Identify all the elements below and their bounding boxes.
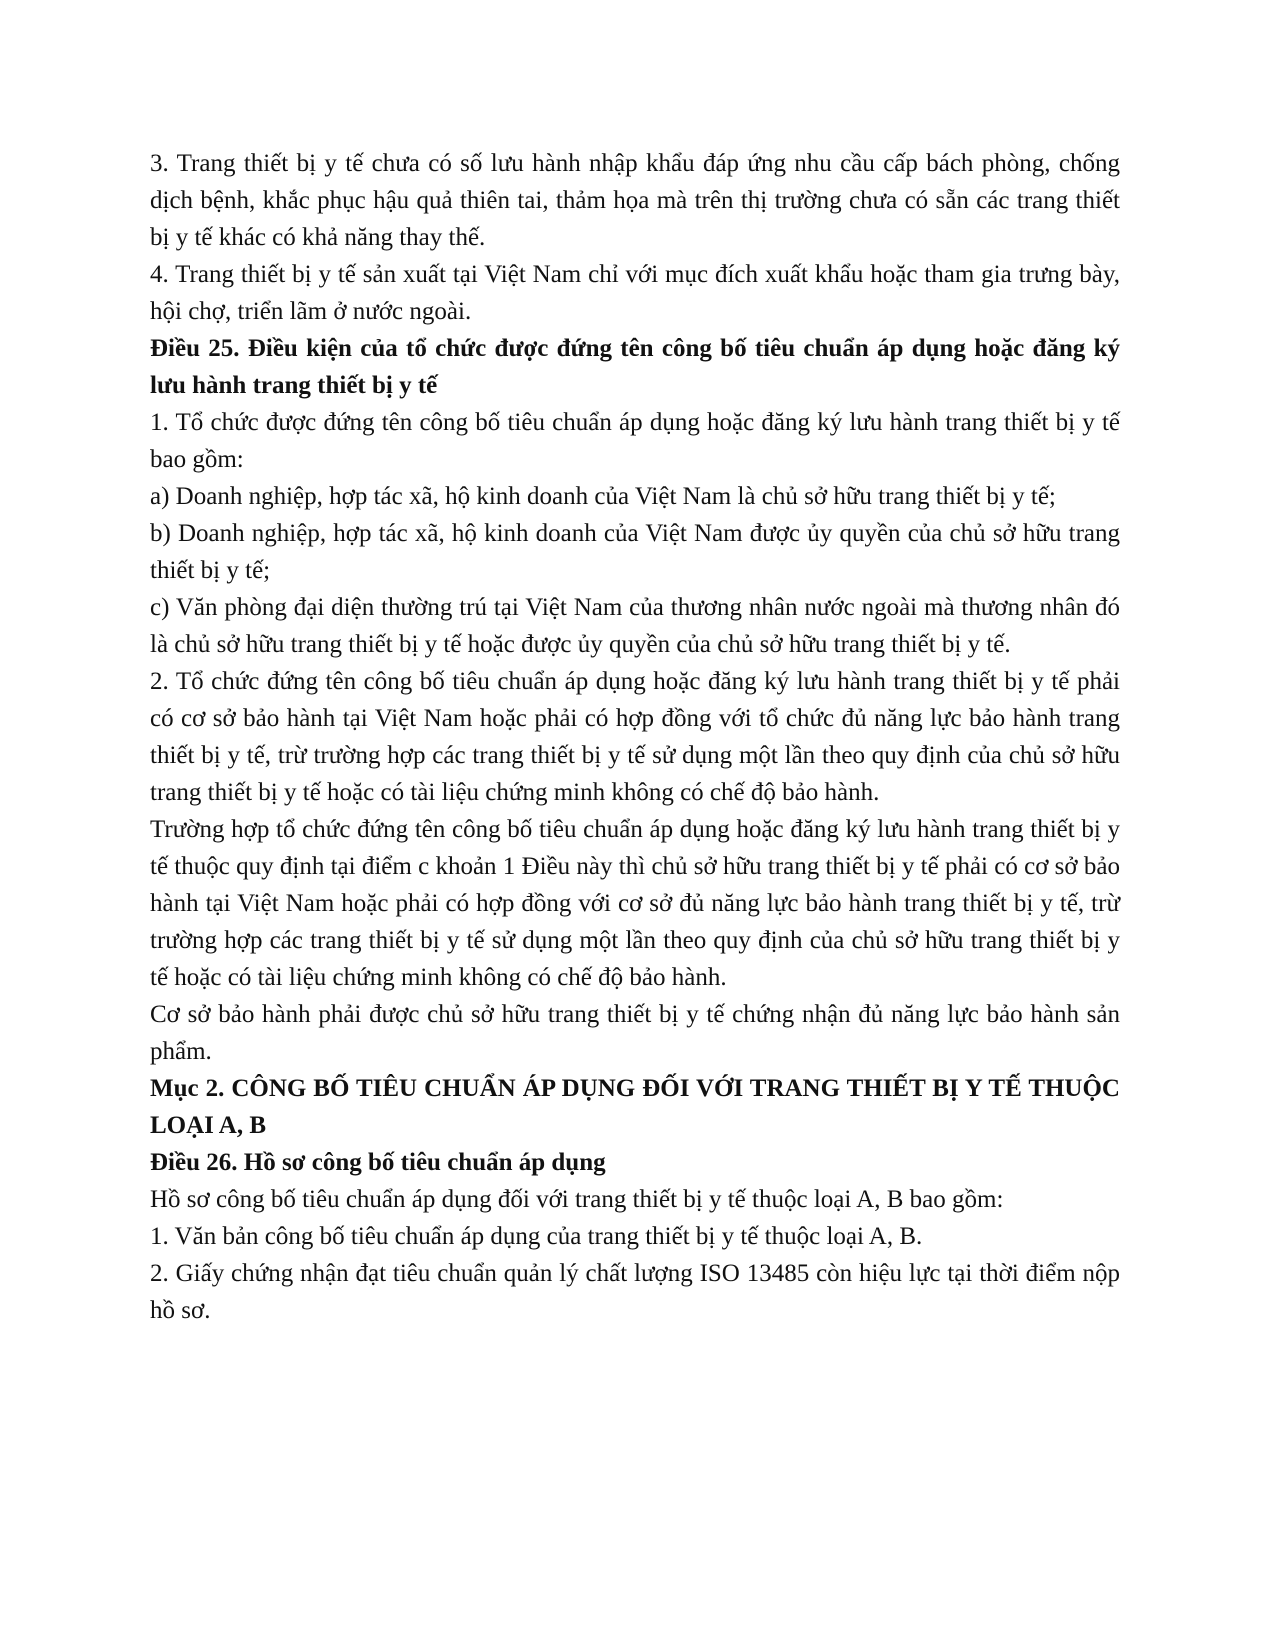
article-26-heading: Điều 26. Hồ sơ công bố tiêu chuẩn áp dụng — [150, 1149, 606, 1176]
document-page — [150, 145, 1120, 1329]
paragraph-item-4: 4. Trang thiết bị y tế sản xuất tại Việt Nam chỉ với mục đích xuất khẩu hoặc tham gia trưng bày, hội chợ, triển lãm ở nước ngoài. — [150, 261, 1120, 325]
article-26-intro: Hồ sơ công bố tiêu chuẩn áp dụng đối với trang thiết bị y tế thuộc loại A, B bao gồm: — [150, 1186, 1004, 1213]
paragraph-item-3: 3. Trang thiết bị y tế chưa có số lưu hành nhập khẩu đáp ứng nhu cầu cấp bách phòng, chống dịch bệnh, khắc phục hậu quả thiên tai, thảm họa mà trên thị trường chưa có sẵn các trang thiết bị y tế khác có khả năng thay thế. — [150, 150, 1120, 251]
article-25-point-c: c) Văn phòng đại diện thường trú tại Việt Nam của thương nhân nước ngoài mà thương nhân đó là chủ sở hữu trang thiết bị y tế hoặc được ủy quyền của chủ sở hữu trang thiết bị y tế. — [150, 594, 1120, 658]
article-25-clause-1: 1. Tổ chức được đứng tên công bố tiêu chuẩn áp dụng hoặc đăng ký lưu hành trang thiết bị y tế bao gồm: — [150, 409, 1120, 473]
article-25-warranty-note: Cơ sở bảo hành phải được chủ sở hữu trang thiết bị y tế chứng nhận đủ năng lực bảo hành sản phẩm. — [150, 1001, 1120, 1065]
article-25-point-a: a) Doanh nghiệp, hợp tác xã, hộ kinh doanh của Việt Nam là chủ sở hữu trang thiết bị y tế; — [150, 483, 1056, 510]
article-26-item-1: 1. Văn bản công bố tiêu chuẩn áp dụng của trang thiết bị y tế thuộc loại A, B. — [150, 1223, 923, 1250]
section-2-heading: Mục 2. CÔNG BỐ TIÊU CHUẨN ÁP DỤNG ĐỐI VỚI TRANG THIẾT BỊ Y TẾ THUỘC LOẠI A, B — [150, 1075, 1120, 1139]
article-25-clause-2: 2. Tổ chức đứng tên công bố tiêu chuẩn áp dụng hoặc đăng ký lưu hành trang thiết bị y tế phải có cơ sở bảo hành tại Việt Nam hoặc phải có hợp đồng với tổ chức đủ năng lực bảo hành trang thiết bị y tế, trừ trường hợp các trang thiết bị y tế sử dụng một lần theo quy định của chủ sở hữu trang thiết bị y tế hoặc có tài liệu chứng minh không có chế độ bảo hành. — [150, 668, 1120, 806]
article-25-heading: Điều 25. Điều kiện của tổ chức được đứng tên công bố tiêu chuẩn áp dụng hoặc đăng ký lưu hành trang thiết bị y tế — [150, 335, 1120, 399]
article-25-clause-2-case: Trường hợp tổ chức đứng tên công bố tiêu chuẩn áp dụng hoặc đăng ký lưu hành trang thiết bị y tế thuộc quy định tại điểm c khoản 1 Điều này thì chủ sở hữu trang thiết bị y tế phải có cơ sở bảo hành tại Việt Nam hoặc phải có hợp đồng với cơ sở đủ năng lực bảo hành trang thiết bị y tế, trừ trường hợp các trang thiết bị y tế sử dụng một lần theo quy định của chủ sở hữu trang thiết bị y tế hoặc có tài liệu chứng minh không có chế độ bảo hành. — [150, 816, 1120, 991]
article-25-point-b: b) Doanh nghiệp, hợp tác xã, hộ kinh doanh của Việt Nam được ủy quyền của chủ sở hữu trang thiết bị y tế; — [150, 520, 1120, 584]
article-26-item-2: 2. Giấy chứng nhận đạt tiêu chuẩn quản lý chất lượng ISO 13485 còn hiệu lực tại thời điểm nộp hồ sơ. — [150, 1260, 1120, 1324]
